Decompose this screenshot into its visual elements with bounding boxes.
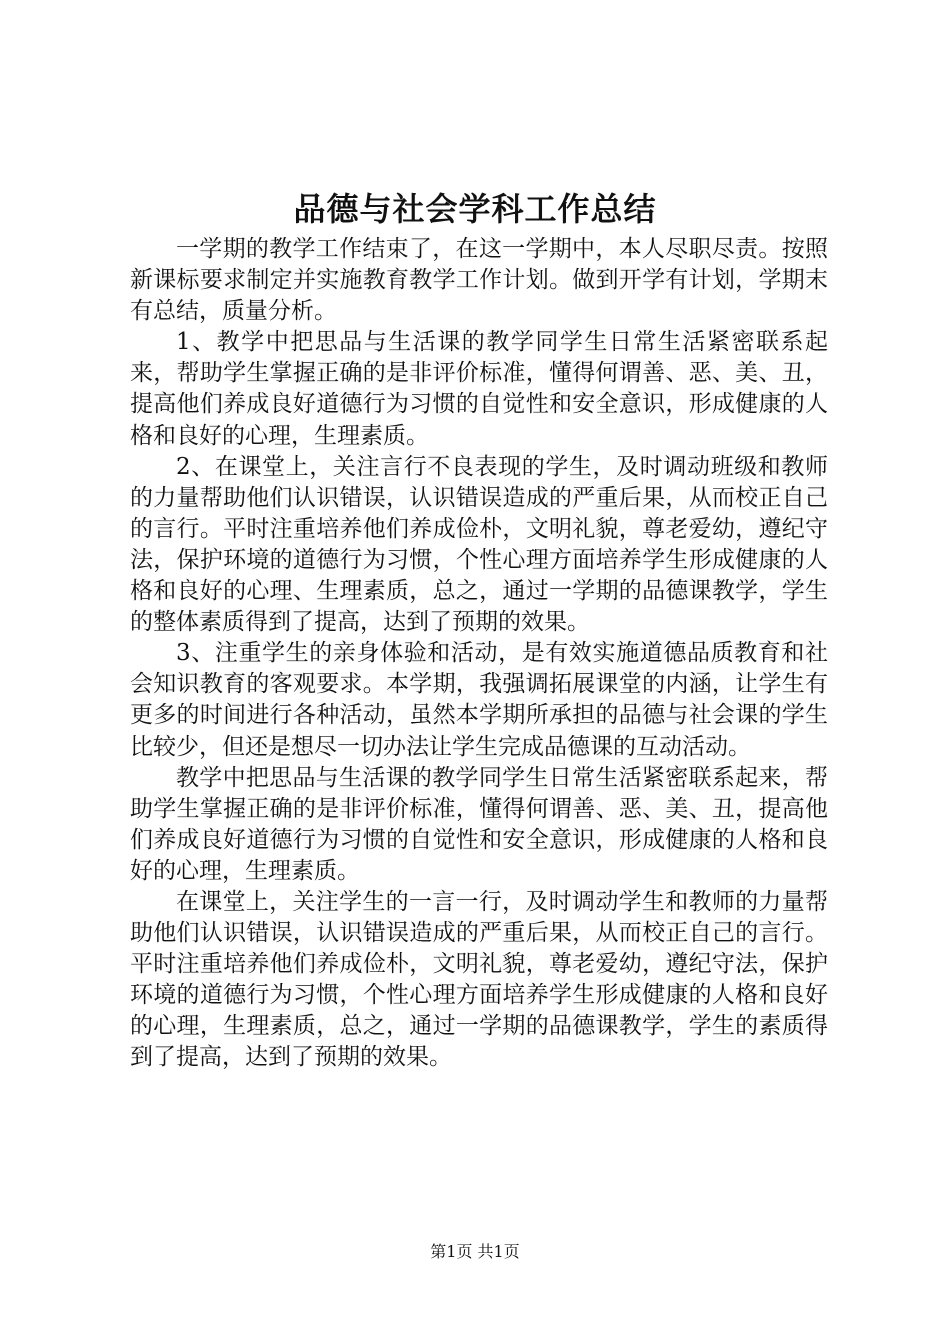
paragraph-point-2: 2、在课堂上，关注言行不良表现的学生，及时调动班级和教师的力量帮助他们认识错误，认识错误造成的严重后果，从而校正自己的言行。平时注重培养他们养成俭朴，文明礼貌，尊老爱幼，遵纪守法，保护环境的道德行为习惯，个性心理方面培养学生形成健康的人格和良好的心理、生理素质，总之，通过一学期的品德课教学，学生的整体素质得到了提高，达到了预期的效果。 (130, 453, 828, 636)
paragraph-intro: 一学期的教学工作结束了，在这一学期中，本人尽职尽责。按照新课标要求制定并实施教育教学工作计划。做到开学有计划，学期末有总结，质量分析。 (130, 236, 828, 325)
paragraph-classroom: 在课堂上，关注学生的一言一行，及时调动学生和教师的力量帮助他们认识错误，认识错误造成的严重后果，从而校正自己的言行。平时注重培养他们养成俭朴，文明礼貌，尊老爱幼，遵纪守法，保护环境的道德行为习惯，个性心理方面培养学生形成健康的人格和良好的心理，生理素质，总之，通过一学期的品德课教学，学生的素质得到了提高，达到了预期的效果。 (130, 888, 828, 1071)
paragraph-point-3: 3、注重学生的亲身体验和活动，是有效实施道德品质教育和社会知识教育的客观要求。本学期，我强调拓展课堂的内涵，让学生有更多的时间进行各种活动，虽然本学期所承担的品德与社会课的学生比较少，但还是想尽一切办法让学生完成品德课的互动活动。 (130, 640, 828, 760)
document-title: 品德与社会学科工作总结 (293, 190, 657, 228)
page-footer: 第1页 共1页 (430, 1242, 520, 1261)
document-body (130, 234, 828, 1074)
paragraph-point-1: 1、教学中把思品与生活课的教学同学生日常生活紧密联系起来，帮助学生掌握正确的是非评价标准，懂得何谓善、恶、美、丑，提高他们养成良好道德行为习惯的自觉性和安全意识，形成健康的人格和良好的心理，生理素质。 (130, 329, 828, 449)
paragraph-teaching: 教学中把思品与生活课的教学同学生日常生活紧密联系起来，帮助学生掌握正确的是非评价标准，懂得何谓善、恶、美、丑，提高他们养成良好道德行为习惯的自觉性和安全意识，形成健康的人格和良好的心理，生理素质。 (130, 764, 828, 884)
